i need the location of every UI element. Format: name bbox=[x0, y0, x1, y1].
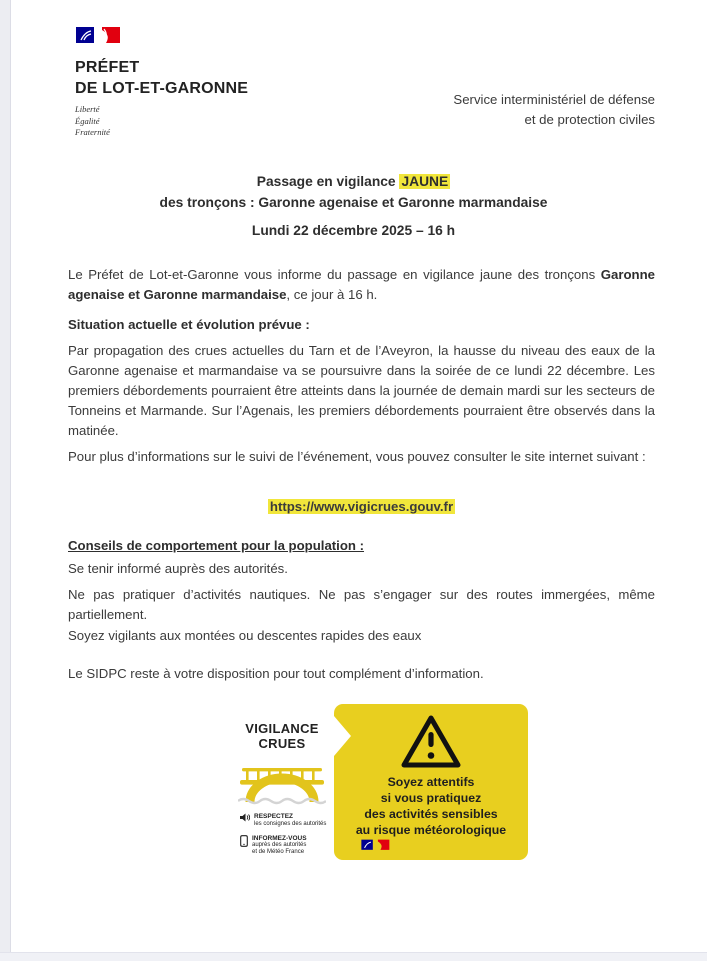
republic-motto: Liberté Égalité Fraternité bbox=[75, 104, 110, 137]
situation-heading: Situation actuelle et évolution prévue : bbox=[68, 317, 310, 332]
warning-triangle-icon bbox=[399, 713, 463, 770]
vigilance-graphic-left bbox=[232, 702, 332, 856]
title-line2: des tronçons : Garonne agenaise et Garonne marmandaise bbox=[159, 195, 548, 210]
phone-icon bbox=[240, 835, 248, 847]
page-left-edge bbox=[0, 0, 11, 961]
situation-paragraph: Par propagation des crues actuelles du Tarn et de l’Aveyron, la hausse du niveau des eaux de la Garonne agenaise et marmandaise va se poursuivre dans la soirée de ce lundi 22 décembre. Les premiers débordements pourraient être atteints dans la journée de demain mardi sur les secteurs de Tonneins et Marmande. Sur l’Agenais, les premiers débordements pourraient être observés dans la matinée. bbox=[68, 343, 655, 438]
vigilance-crues-graphic bbox=[232, 702, 528, 862]
speech-notch bbox=[334, 716, 351, 756]
prefecture-logo bbox=[75, 26, 248, 139]
inform-advice: INFORMEZ-VOUS auprès des autorités et de Météo France bbox=[240, 835, 332, 857]
french-flag-icon bbox=[75, 26, 123, 48]
info-paragraph: Pour plus d’informations sur le suivi de l’événement, vous pouvez consulter le site internet suivant : bbox=[68, 449, 646, 464]
document-title bbox=[60, 171, 647, 241]
advice-line-1: Se tenir informé auprès des autorités. bbox=[68, 561, 288, 576]
advice-heading: Conseils de comportement pour la population : bbox=[68, 538, 365, 553]
advice-line-3: Soyez vigilants aux montées ou descentes rapides des eaux bbox=[68, 628, 422, 643]
link-line bbox=[68, 497, 655, 517]
prefecture-name-line2: DE LOT-ET-GARONNE bbox=[75, 80, 249, 97]
title-line1: Passage en vigilance JAUNE bbox=[256, 174, 449, 189]
flood-bridge-icon bbox=[238, 760, 326, 806]
advice-line-2: Ne pas pratiquer d’activités nautiques. Ne pas s’engager sur des routes immergées, même partiellement. bbox=[68, 587, 655, 622]
vigilance-level-highlight: JAUNE bbox=[401, 174, 449, 189]
respect-advice: RESPECTEZ les consignes des autorités bbox=[240, 813, 332, 828]
vigilance-yellow-box bbox=[334, 704, 528, 860]
vigilance-message: Soyez attentifs si vous pratiquez des activités sensibles au risque météorologique bbox=[355, 775, 507, 837]
page-bottom-edge bbox=[0, 952, 707, 961]
vigicrues-link[interactable]: https://www.vigicrues.gouv.fr bbox=[269, 499, 454, 514]
service-name: Service interministériel de défense et de protection civiles bbox=[453, 92, 655, 127]
vigilance-crues-title: VIGILANCE CRUES bbox=[245, 721, 319, 751]
speaker-icon bbox=[240, 813, 250, 822]
title-date: Lundi 22 décembre 2025 – 16 h bbox=[251, 223, 456, 238]
french-flag-small-icon bbox=[360, 839, 392, 853]
closing-paragraph: Le SIDPC reste à votre disposition pour tout complément d’information. bbox=[68, 666, 484, 681]
intro-paragraph: Le Préfet de Lot-et-Garonne vous informe du passage en vigilance jaune des tronçons Garonne agenaise et Garonne marmandaise, ce jour à 16 h. bbox=[68, 267, 655, 302]
prefecture-name bbox=[75, 57, 248, 99]
prefecture-name-line1: PRÉFET bbox=[75, 59, 140, 76]
